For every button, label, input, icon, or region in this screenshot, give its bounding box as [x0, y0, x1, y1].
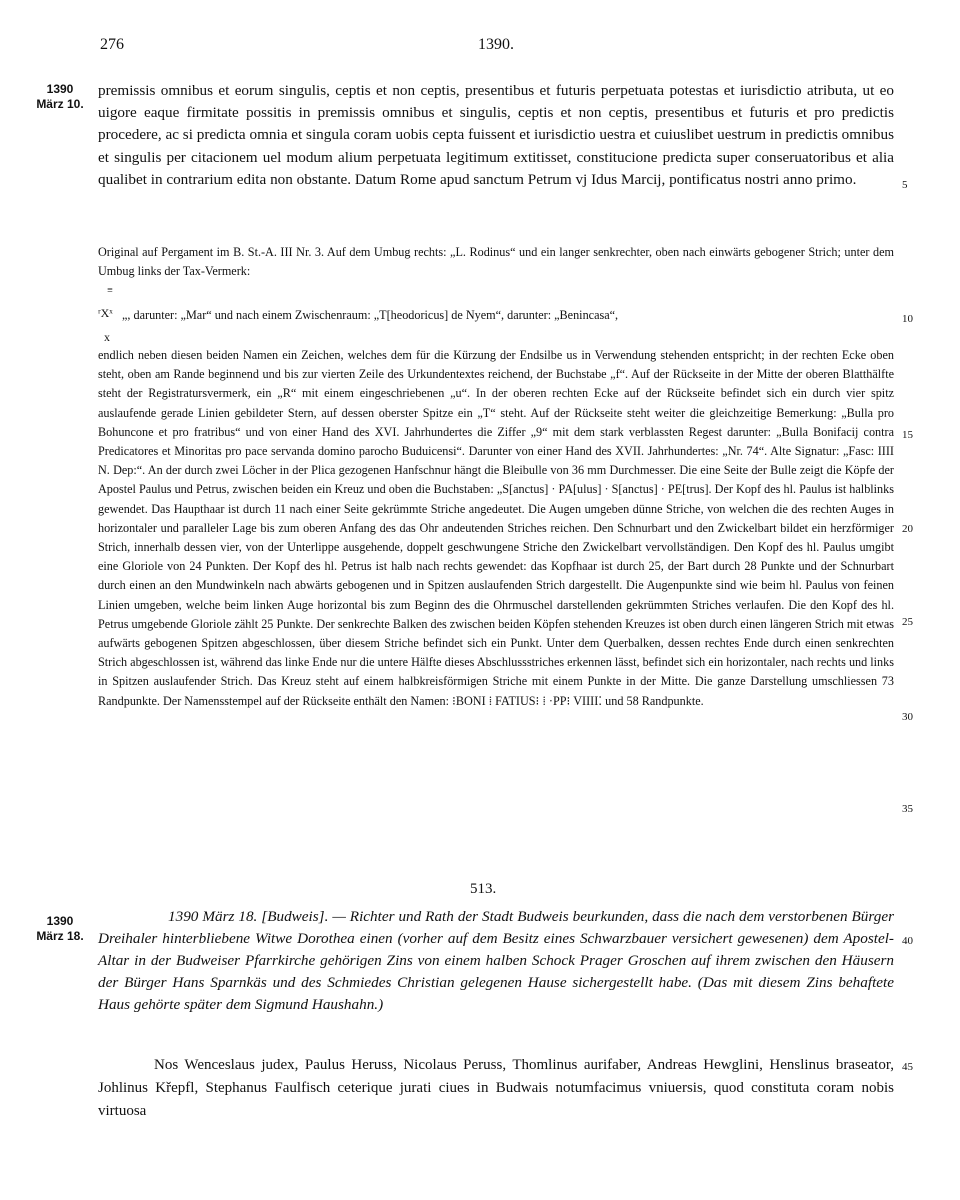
- margin-day: März 10.: [36, 97, 84, 111]
- tax-mark-bars: ≡: [107, 285, 113, 296]
- margin-day: März 18.: [36, 929, 84, 943]
- document-number: 513.: [470, 881, 497, 897]
- note-line-1: Original auf Pergament im B. St.-A. III Nr. 3. Auf dem Umbug rechts: „L. Rodinus“ und ein langer senkrechter, oben nach einwärts gebogener Strich; unter dem Umbug links der Tax-Vermerk:: [98, 245, 894, 279]
- note-line-2: „, darunter: „Mar“ und nach einem Zwischenraum: „T[heodoricus] de Nyem“, darunter: „Benincasa“,: [122, 308, 619, 322]
- margin-date-doc2: [30, 914, 90, 944]
- line-number: 5: [902, 179, 908, 191]
- charter-text-doc2: [98, 1054, 894, 1123]
- note-body: endlich neben diesen beiden Namen ein Zeichen, welches dem für die Kürzung der Endsilbe us in Verwendung stehenden entspricht; in der rechten Ecke oben steht, oben am Rande beginnend und bis zur vierten Zeile des Urkundentextes reichend, der Buchstabe „f“. Auf der Rückseite in der Mitte der oberen Blatthälfte steht der Registratursvermerk, ein „R“ mit einem eingeschriebenen „u“. In der oberen rechten Ecke auf der Rückseite befindet sich ein durch vier spitz auslaufende gerade Linien gebildeter Stern, auf dessen oberster Spitze ein „T“ steht. Auf der Rückseite steht weiter die gleichzeitige Bemerkung: „Bulla pro Bohuncone et pro fratribus“ und von einer Hand des XVI. Jahrhundertes die Ziffer „9“ mit dem stark verblassten Regest darunter: „Bulla Bonifacij contra Predicatores et Minoritas pro pace servanda domino parocho Buduicensi“. Darunter von einer Hand des XVII. Jahrhundertes: „Nr. 74“. Alte Signatur: „Fasc: IIII N. Dep:“. An der durch zwei Löcher in der Plica gezogenen Hanfschnur hängt die Bleibulle von 36 mm Durchmesser. Die eine Seite der Bulle zeigt die Köpfe der Apostel Paulus und Petrus, zwischen beiden ein Kreuz und oben die Buchstaben: „S[anctus] · PA[ulus] · S[anctus] · PE[trus]. Der Kopf des hl. Paulus ist halblinks gewendet. Das Haupthaar ist durch 11 nach einer Seite gekrümmte Striche angedeutet. Die Augen umgeben dünne Striche, von welchen die des rechten Auges in horizontaler und paralleler Lage bis zum oberen Anfang des das Ohr andeutenden Striches reichen. Den Schnurbart und den Zwickelbart bildet ein herzförmiger Strich, innerhalb dessen vier, von der Unterlippe ausgehende, doppelt geschwungene Striche den Zwickelbart vervollständigen. Den Kopf des hl. Paulus umgibt eine Gloriole von 24 Punkten. Der Kopf des hl. Petrus ist halb nach rechts gewendet: das Kopfhaar ist durch 25, der Bart durch 28 Punkte und der Schnurbart durch einen an den Mundwinkeln nach abwärts gebogenen und in Spitzen auslaufenden Strich dargestellt. Die Augenpunkte sind wie beim hl. Paulus von feinen Linien umgeben, welche beim linken Auge horizontal bis zum Beginn des die Ohrmuschel darstellenden gekrümmten Striches verlaufen. Die den Kopf des hl. Petrus umgebende Gloriole zählt 25 Punkte. Der senkrechte Balken des zwischen beiden Köpfen stehenden Kreuzes ist oben durch einen längeren Strich mit etwas aufwärts gebogenen Spitzen abgeschlossen, über diesem Striche befindet sich ein Punkt. Unter dem Querbalken, dessen rechtes Ende durch einen senkrechten Strich abgeschlossen ist, während das linke Ende nur die untere Hälfte dieses Abschlussstriches erkennen lässt, befindet sich ein horizontaler, nach rechts und links in Spitzen auslaufender Strich. Das Kreuz steht auf einem halbkreisförmigen Striche mit einem Punkte in der Mitte. Die ganze Darstellung umschliessen 73 Randpunkte. Der Namensstempel auf der Rückseite enthält den Namen: ⁝BONI ⁞ FATIUS⁝ ⁞ ·PP⁝ VIIII⁚ und 58 Randpunkte.: [98, 348, 894, 708]
- line-number: 10: [902, 313, 913, 325]
- archival-note-body: [98, 346, 894, 711]
- latin-paragraph: premissis omnibus et eorum singulis, ceptis et non ceptis, presentibus et futuris perpetuata potestas et iurisdictio atributa, ut eo uigore eaque firmitate possitis in premissis omnibus et singulis, ceptis et non ceptis, presentibus et futuris et pro predictis procedere, ac si predicta omnia et singula coram uobis cepta fuissent et iurisdictio uestra et cuiuslibet uestrum in predictis omnibus et singulis per citacionem uel modum alium perpetuata legitimum extitisset, constitucione predicta super conseruatoribus et alia qualibet in contrarium edita non obstante. Datum Rome apud sanctum Petrum vj Idus Marcij, pontificatus nostri anno primo.: [98, 82, 894, 188]
- line-number: 35: [902, 803, 913, 815]
- charter-text-doc1: [98, 80, 894, 191]
- archival-note-intro: [98, 243, 894, 281]
- line-number: 30: [902, 711, 913, 723]
- page-header: [0, 36, 960, 56]
- regest-paragraph: 1390 März 18. [Budweis]. — Richter und Rath der Stadt Budweis beurkunden, dass die nach dem verstorbenen Bürger Dreihaler hinterbliebene Witwe Dorothea einen (vorher auf dem Besitz eines Schwarzbauer versichert gewesenen) dem Apostel-Altar in der Budweiser Pfarrkirche gehörigen Zins von einem halben Schock Prager Groschen auf ihrem zwischen den Häusern der Bürger Hans Sparnkäs und des Schmiedes Christian gelegenen Hause sichergestellt habe. (Das mit diesem Zins behaftete Haus gehörte später dem Sigmund Haushahn.): [98, 908, 894, 1013]
- line-number: 20: [902, 523, 913, 535]
- margin-year: 1390: [46, 914, 74, 928]
- margin-date-doc1: [30, 82, 90, 112]
- page-number: 276: [100, 36, 124, 53]
- line-number: 40: [902, 935, 913, 947]
- line-number: 15: [902, 429, 913, 441]
- margin-year: 1390: [46, 82, 74, 96]
- tax-x: x: [104, 330, 110, 344]
- line-number: 25: [902, 616, 913, 628]
- charter-paragraph: Nos Wenceslaus judex, Paulus Heruss, Nicolaus Peruss, Thomlinus aurifaber, Andreas Hewglini, Henslinus braseator, Johlinus Křepfl, Stephanus Faulfisch ceterique jurati ciues in Budwais notumfacimus vniuersis, quod constituta coram nobis virtuosa: [98, 1057, 894, 1119]
- regest: [98, 906, 894, 1016]
- archival-note-line2: [122, 306, 894, 325]
- tax-sub: ʳXˣ: [98, 306, 113, 320]
- line-number: 45: [902, 1061, 913, 1073]
- running-head-year: 1390.: [478, 36, 514, 53]
- tax-mark: [100, 286, 120, 295]
